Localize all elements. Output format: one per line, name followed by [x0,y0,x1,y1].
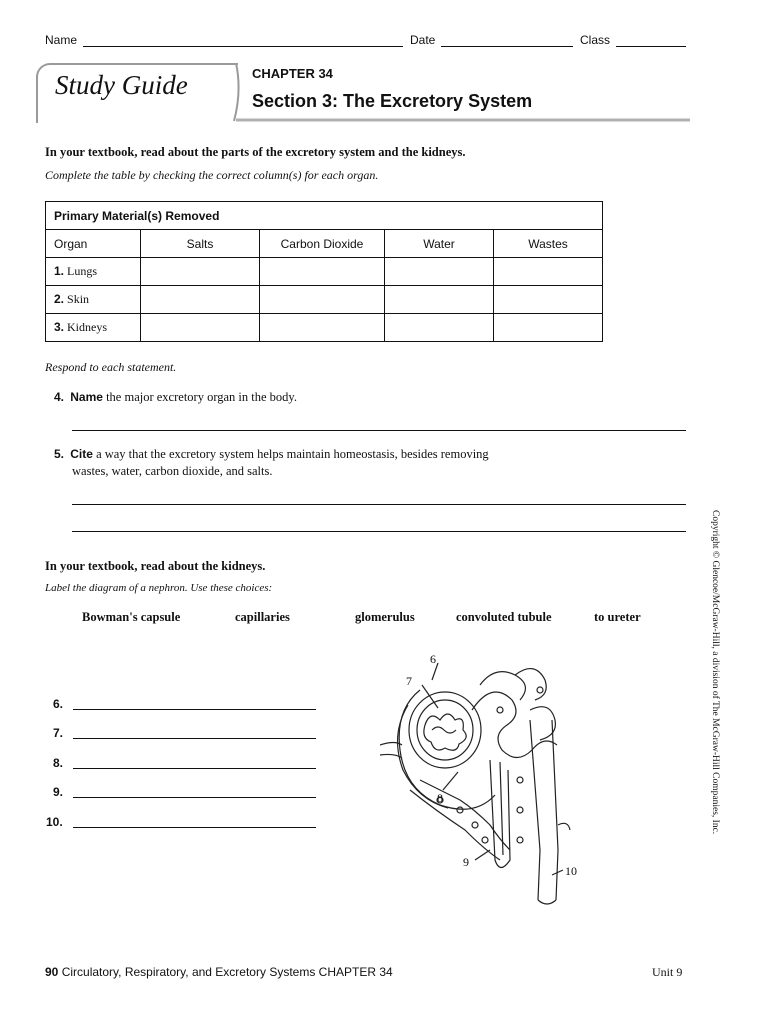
label-line-8[interactable] [73,768,316,769]
choice-glomerulus: glomerulus [355,610,415,624]
choice-convoluted-tubule: convoluted tubule [456,610,552,624]
diagram-label-8: 8 [437,791,443,805]
choice-to-ureter: to ureter [594,610,641,624]
class-field[interactable] [616,46,686,47]
col-wastes: Wastes [494,230,603,258]
name-label: Name [45,33,78,47]
respond-instruction: Respond to each statement. [45,360,177,374]
check-cell[interactable] [494,314,603,342]
glomerulus-shape [424,714,466,750]
organ-cell: 2. Skin [46,286,141,314]
bowmans-capsule-shape [409,692,481,768]
answer-line-5b[interactable] [72,531,686,532]
label-line-6[interactable] [73,709,316,710]
organ-cell: 3. Kidneys [46,314,141,342]
col-carbon-dioxide: Carbon Dioxide [260,230,385,258]
footer-text: Circulatory, Respiratory, and Excretory Systems CHAPTER 34 [58,965,393,979]
table-direction: Complete the table by checking the correct column(s) for each organ. [45,168,379,182]
materials-table [45,201,603,342]
page-footer [45,965,393,979]
label-num-10: 10. [46,815,63,829]
check-cell[interactable] [260,314,385,342]
label-line-10[interactable] [73,827,316,828]
class-label: Class [580,33,611,47]
label-line-9[interactable] [73,797,316,798]
label-direction: Label the diagram of a nephron. Use these choices: [45,582,273,594]
nephron-diagram [380,650,590,910]
unit-label: Unit 9 [652,965,683,979]
table-row [46,258,603,286]
col-organ: Organ [46,230,141,258]
table-row [46,314,603,342]
diagram-label-6: 6 [430,652,436,666]
check-cell[interactable] [260,258,385,286]
section-title: Section 3: The Excretory System [252,91,533,111]
name-field[interactable] [83,46,403,47]
page-number: 90 [45,965,59,979]
check-cell[interactable] [494,286,603,314]
col-salts: Salts [141,230,260,258]
choice-capillaries: capillaries [235,610,290,624]
table-instruction: In your textbook, read about the parts of the excretory system and the kidneys. [45,145,466,159]
label-num-8: 8. [53,756,64,770]
chapter-label: CHAPTER 34 [252,66,333,81]
check-cell[interactable] [141,314,260,342]
check-cell[interactable] [260,286,385,314]
check-cell[interactable] [385,258,494,286]
label-num-7: 7. [53,726,64,740]
answer-line-5a[interactable] [72,504,686,505]
diagram-label-7: 7 [406,674,412,688]
question-4: 4. Name the major excretory organ in the body. [54,390,297,404]
check-cell[interactable] [385,286,494,314]
copyright-notice: Copyright © Glencoe/McGraw-Hill, a division of The McGraw-Hill Companies, Inc. [710,510,720,835]
table-section-header: Primary Material(s) Removed [46,202,603,230]
date-label: Date [410,33,436,47]
study-guide-title: Study Guide [55,70,188,100]
kidney-instruction: In your textbook, read about the kidneys. [45,559,266,573]
label-num-6: 6. [53,697,64,711]
diagram-label-9: 9 [463,855,469,869]
label-line-7[interactable] [73,738,316,739]
answer-line-4[interactable] [72,430,686,431]
table-row [46,286,603,314]
check-cell[interactable] [141,286,260,314]
date-field[interactable] [441,46,573,47]
check-cell[interactable] [385,314,494,342]
diagram-label-10: 10 [565,864,577,878]
check-cell[interactable] [141,258,260,286]
label-num-9: 9. [53,785,64,799]
question-5: 5. Cite a way that the excretory system helps maintain homeostasis, besides removing wastes, water, carbon dioxide, and salts. [54,447,489,478]
check-cell[interactable] [494,258,603,286]
organ-cell: 1. Lungs [46,258,141,286]
col-water: Water [385,230,494,258]
choice-bowmans-capsule: Bowman's capsule [82,610,181,624]
